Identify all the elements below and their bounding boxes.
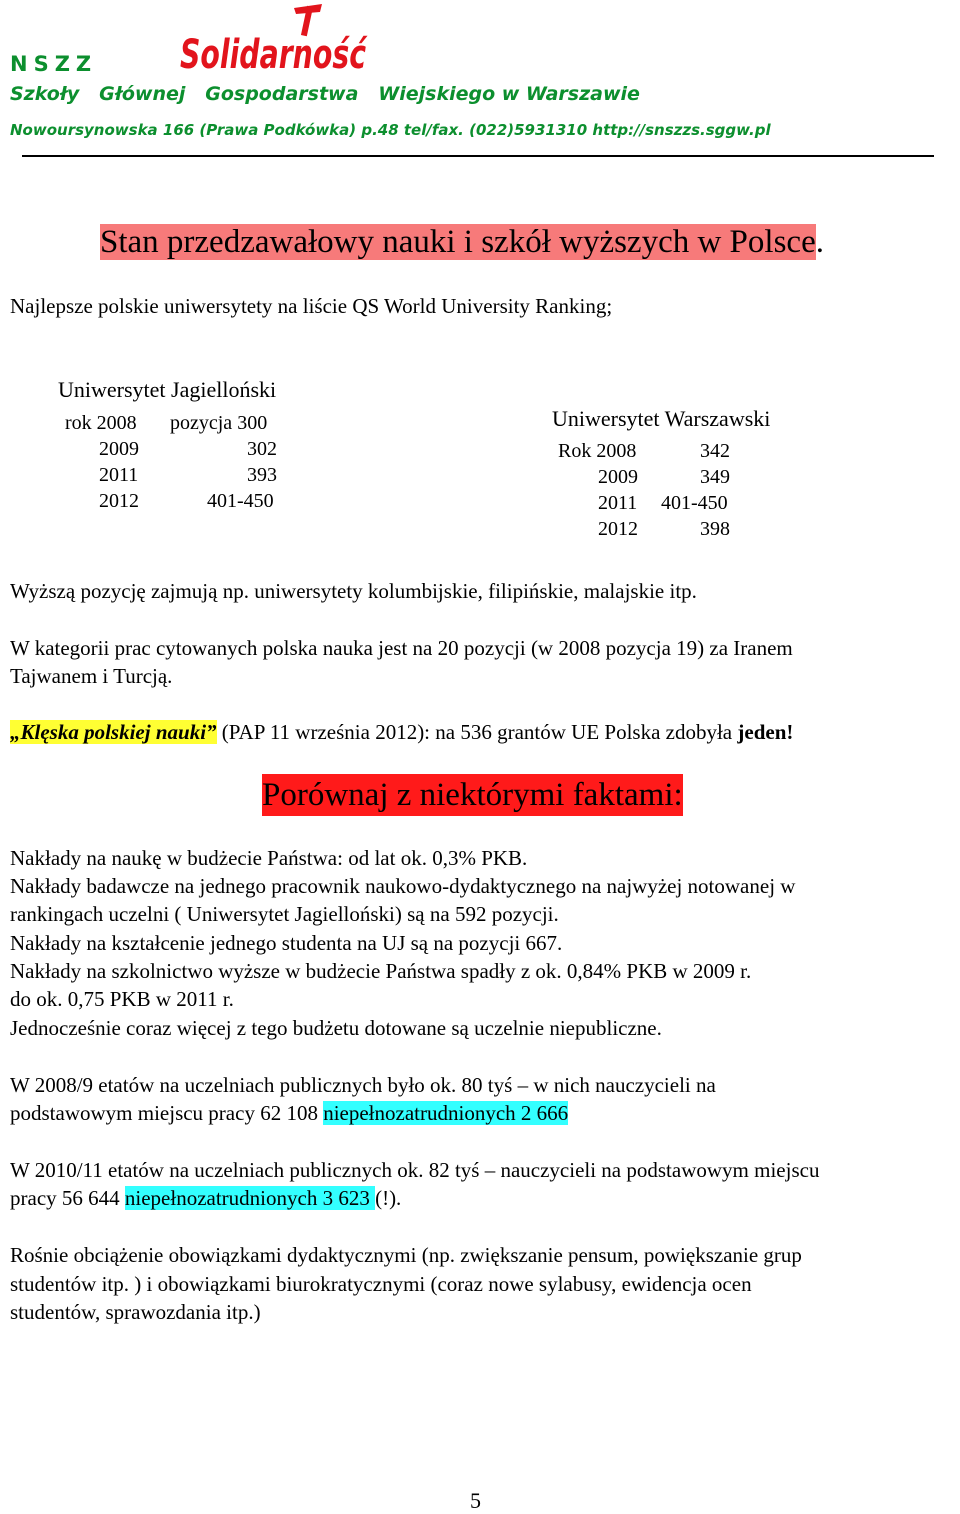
kleska-text: „Klęska polskiej nauki” (PAP 11 września 2012): na 536 grantów UE Polska zdobyła jeden! bbox=[10, 720, 794, 744]
stats-2008-line-1: W 2008/9 etatów na uczelniach publicznych było ok. 80 tyś – w nich nauczycieli na bbox=[10, 1073, 716, 1097]
compare-heading: Porównaj z niektórymi faktami: bbox=[262, 774, 683, 816]
header-rule bbox=[22, 155, 934, 157]
solidarnosc-logo bbox=[176, 2, 371, 82]
page-number: 5 bbox=[470, 1488, 481, 1513]
citations-text-1: W kategorii prac cytowanych polska nauka jest na 20 pozycji (w 2008 pozycja 19) za Iranem bbox=[10, 636, 793, 660]
fact-line: Nakłady na szkolnictwo wyższe w budżecie Państwa spadły z ok. 0,84% PKB w 2009 r. bbox=[10, 959, 752, 983]
svg-text:Solidarność: Solidarność bbox=[180, 32, 368, 78]
stats-2010-line-1: W 2010/11 etatów na uczelniach publicznych ok. 82 tyś – nauczycieli na podstawowym miejscu bbox=[10, 1158, 820, 1182]
table-row: Rok 2008 342 bbox=[558, 440, 730, 462]
burden-line: studentów itp. ) i obowiązkami biurokratycznymi (coraz nowe sylabusy, ewidencja ocen bbox=[10, 1272, 752, 1296]
uw-ranking-table bbox=[558, 438, 748, 542]
fact-line: Nakłady na kształcenie jednego studenta na UJ są na pozycji 667. bbox=[10, 931, 563, 955]
fact-line: do ok. 0,75 PKB w 2011 r. bbox=[10, 987, 234, 1011]
stats-2010-line-2: pracy 56 644 niepełnozatrudnionych 3 623 (!). bbox=[10, 1186, 402, 1210]
fact-line: Nakłady na naukę w budżecie Państwa: od lat ok. 0,3% PKB. bbox=[10, 846, 528, 870]
uw-name: Uniwersytet Warszawski bbox=[552, 406, 771, 431]
intro-text: Najlepsze polskie uniwersytety na liście QS World University Ranking; bbox=[10, 294, 613, 318]
table-row: 2011 401-450 bbox=[598, 492, 728, 514]
page-title: Stan przedzawałowy nauki i szkół wyższych w Polsce. bbox=[100, 224, 824, 260]
burden-line: Rośnie obciążenie obowiązkami dydaktycznymi (np. zwiększanie pensum, powiększanie grup bbox=[10, 1243, 802, 1267]
table-row: 2012 401-450 bbox=[99, 490, 274, 512]
table-row: 2009 302 bbox=[99, 438, 277, 460]
table-row: 2011 393 bbox=[99, 464, 277, 486]
table-row: 2009 349 bbox=[598, 466, 730, 488]
citations-text-2: Tajwanem i Turcją. bbox=[10, 664, 173, 688]
fact-line: Nakłady badawcze na jednego pracownik naukowo-dydaktycznego na najwyżej notowanej w bbox=[10, 874, 796, 898]
address-line: Nowoursynowska 166 (Prawa Podkówka) p.48 tel/fax. (022)5931310 http://snszzs.sggw.pl bbox=[10, 121, 771, 139]
fact-line: rankingach uczelni ( Uniwersytet Jagielloński) są na 592 pozycji. bbox=[10, 902, 559, 926]
stats-2008-line-2: podstawowym miejscu pracy 62 108 niepełnozatrudnionych 2 666 bbox=[10, 1101, 569, 1125]
table-row: rok 2008 pozycja 300 bbox=[65, 412, 268, 434]
burden-line: studentów, sprawozdania itp.) bbox=[10, 1300, 261, 1324]
school-name: Szkoły Głównej Gospodarstwa Wiejskiego w Warszawie bbox=[10, 83, 640, 105]
fact-line: Jednocześnie coraz więcej z tego budżetu dotowane są uczelnie niepubliczne. bbox=[10, 1016, 662, 1040]
table-row: 2012 398 bbox=[598, 518, 730, 540]
uj-name: Uniwersytet Jagielloński bbox=[58, 377, 277, 402]
higher-position-text: Wyższą pozycję zajmują np. uniwersytety kolumbijskie, filipińskie, malajskie itp. bbox=[10, 579, 697, 603]
uj-ranking-table bbox=[65, 410, 295, 514]
union-name: NSZZ bbox=[10, 52, 98, 76]
